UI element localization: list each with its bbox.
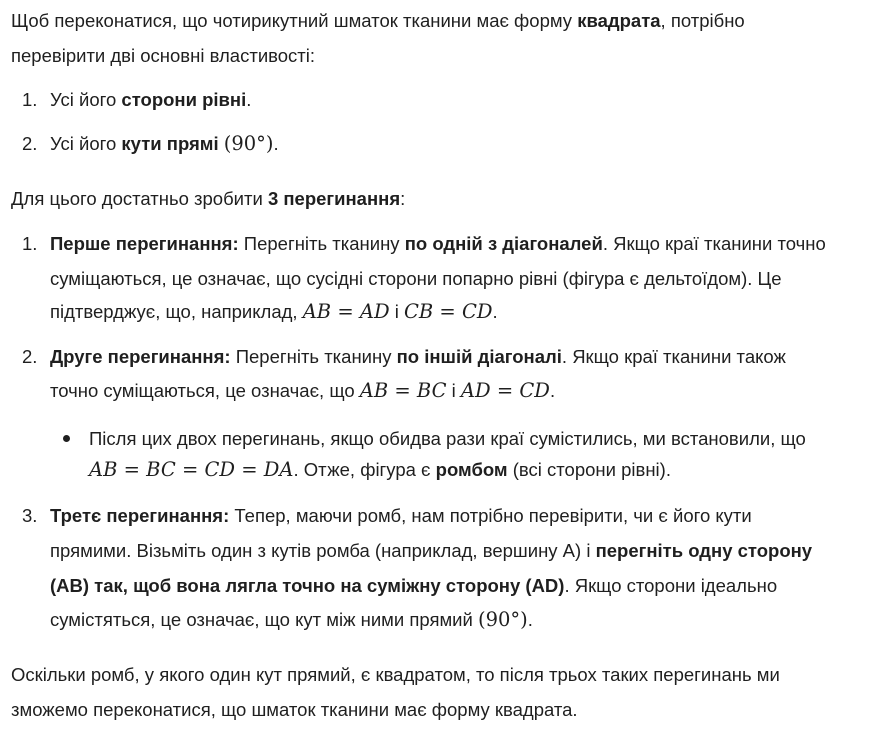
math-angle: (90°) — [477, 608, 528, 631]
step1-text: підтверджує, що, наприклад, — [50, 301, 303, 322]
step3-text: . Якщо сторони ідеально — [564, 575, 778, 596]
step2-text-end: . Якщо краї тканини також — [561, 346, 786, 367]
intro-line-1 — [11, 9, 745, 33]
property-number: 1. — [22, 89, 38, 110]
math-equation: AD = CD — [460, 379, 550, 402]
property-item — [50, 132, 279, 156]
step3-text: прямими. Візьміть один з кутів ромба (наприклад, вершину А) і — [50, 540, 596, 561]
step2-text: точно суміщаються, це означає, що — [50, 380, 360, 401]
property-punct: . — [246, 89, 252, 110]
property-text: Усі його — [50, 133, 122, 154]
conclusion-line-1: Оскільки ромб, у якого один кут прямий, є квадратом, то після трьох таких перегинань ми — [11, 664, 780, 685]
step3-line-3 — [50, 574, 777, 598]
folds-intro-text: Для цього достатньо зробити — [11, 188, 268, 209]
step2-line-2 — [50, 379, 555, 403]
bullet-line-1: Після цих двох перегинань, якщо обидва рази краї сумістились, ми встановили, що — [89, 428, 806, 449]
conjunction: і — [446, 380, 461, 401]
property-text: Усі його — [50, 89, 122, 110]
property-item — [50, 88, 251, 112]
step2-text: Перегніть тканину — [230, 346, 397, 367]
step1-title: Перше перегинання: — [50, 233, 239, 254]
folds-count: 3 перегинання — [267, 188, 401, 209]
step1-text-end: . Якщо краї тканини точно — [602, 233, 826, 254]
conjunction: і — [389, 301, 404, 322]
step1-line-2: суміщаються, це означає, що сусідні сторони попарно рівні (фігура є дельтоїдом). Це — [50, 268, 782, 289]
intro-line-2: перевірити дві основні властивості: — [11, 45, 316, 66]
intro-text: Щоб переконатися, що чотирикутний шматок тканини має форму — [11, 10, 578, 31]
bullet-text-end: (всі сторони рівні). — [507, 459, 671, 480]
step1-text: Перегніть тканину — [238, 233, 405, 254]
step3-text: Тепер, маючи ромб, нам потрібно перевірити, чи є його кути — [229, 505, 752, 526]
intro-text-end: , потрібно — [660, 10, 745, 31]
math-equation: CB = CD — [403, 300, 493, 323]
step3-line-2 — [50, 539, 812, 563]
step3-line-1 — [50, 504, 752, 528]
step3-line-4 — [50, 608, 533, 632]
property-bold: сторони рівні — [121, 89, 247, 110]
bullet-text: . Отже, фігура є — [293, 459, 436, 480]
step1-bold: по одній з діагоналей — [404, 233, 603, 254]
rhombus-bold: ромбом — [435, 459, 508, 480]
step2-title: Друге перегинання: — [50, 346, 231, 367]
property-number: 2. — [22, 133, 38, 154]
math-equation: AB = BC = CD = DA — [89, 458, 294, 481]
step1-line-3 — [50, 300, 498, 324]
intro-bold-square: квадрата — [577, 10, 661, 31]
property-punct: . — [273, 133, 279, 154]
step3-bold: (AB) так, щоб вона лягла точно на суміжну сторону (AD) — [50, 575, 565, 596]
step3-punct: . — [527, 609, 533, 630]
step-number: 2. — [22, 346, 38, 367]
bullet-dot — [63, 435, 70, 442]
conclusion-line-2: зможемо переконатися, що шматок тканини має форму квадрата. — [11, 699, 578, 720]
step-number: 3. — [22, 505, 38, 526]
step-number: 1. — [22, 233, 38, 254]
math-angle: (90°) — [223, 132, 274, 155]
step1-line-1 — [50, 232, 826, 256]
step1-punct: . — [492, 301, 498, 322]
property-bold: кути прямі — [121, 133, 219, 154]
step3-title: Третє перегинання: — [50, 505, 230, 526]
folds-intro — [11, 187, 405, 211]
step2-line-1 — [50, 345, 786, 369]
step3-text: сумістяться, це означає, що кут між ними прямий — [50, 609, 478, 630]
math-equation: AB = AD — [302, 300, 390, 323]
bullet-line-2 — [89, 458, 671, 482]
step2-punct: . — [549, 380, 556, 401]
math-equation: AB = BC — [359, 379, 447, 402]
step3-bold: перегніть одну сторону — [595, 540, 813, 561]
step2-bold: по іншій діагоналі — [396, 346, 562, 367]
folds-intro-punct: : — [400, 188, 406, 209]
